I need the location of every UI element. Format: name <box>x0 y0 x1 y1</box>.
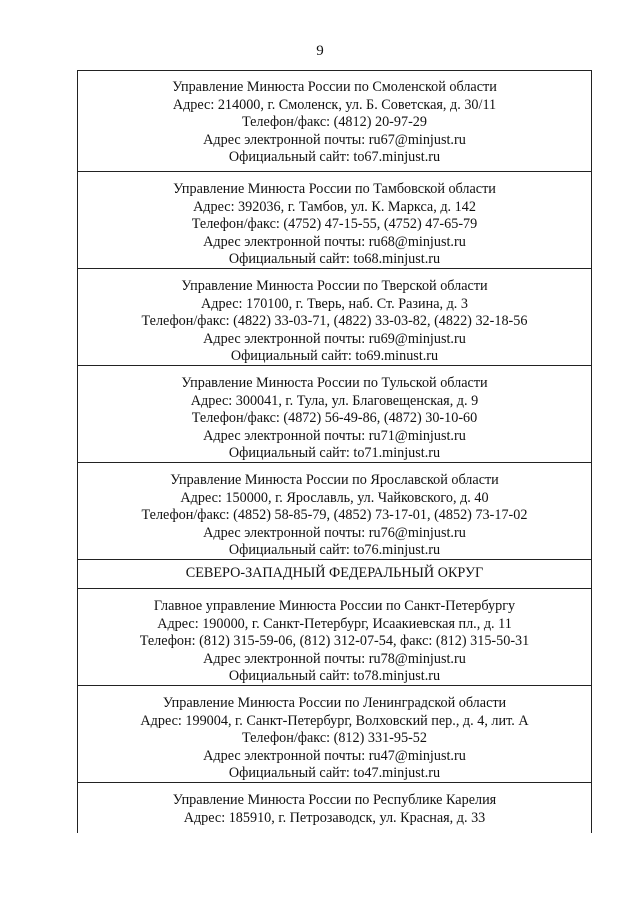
office-address: Адрес: 190000, г. Санкт-Петербург, Исаакиевская пл., д. 11 <box>157 615 512 632</box>
office-website: Официальный сайт: to47.minjust.ru <box>228 765 441 781</box>
office-phone: Телефон/факс: (4752) 47-15-55, (4752) 47-65-79 <box>191 216 478 232</box>
district-heading <box>78 560 591 589</box>
office-website: Официальный сайт: to71.minjust.ru <box>228 445 441 461</box>
office-email: Адрес электронной почты: ru76@minjust.ru <box>203 524 466 541</box>
office-name: Управление Минюста России по Ленинградской области <box>162 695 507 711</box>
office-address: Адрес: 392036, г. Тамбов, ул. К. Маркса, д. 142 <box>193 198 476 215</box>
page-number: 9 <box>316 43 324 59</box>
office-address: Адрес: 170100, г. Тверь, наб. Ст. Разина, д. 3 <box>201 295 468 312</box>
office-block-karelia <box>78 783 591 833</box>
office-block-saint-petersburg <box>78 589 591 686</box>
office-block-smolensk <box>78 71 591 172</box>
office-email: Адрес электронной почты: ru47@minjust.ru <box>203 747 466 764</box>
office-phone: Телефон: (812) 315-59-06, (812) 312-07-54, факс: (812) 315-50-31 <box>139 633 530 649</box>
office-block-leningrad <box>78 686 591 783</box>
office-name: Управление Минюста России по Ярославской области <box>170 472 499 488</box>
office-address: Адрес: 199004, г. Санкт-Петербург, Волховский пер., д. 4, лит. А <box>140 712 529 729</box>
office-address: Адрес: 185910, г. Петрозаводск, ул. Красная, д. 33 <box>183 809 486 826</box>
directory-table <box>77 70 592 833</box>
district-heading-text: СЕВЕРО-ЗАПАДНЫЙ ФЕДЕРАЛЬНЫЙ ОКРУГ <box>185 565 484 581</box>
office-block-tula <box>78 366 591 463</box>
office-email: Адрес электронной почты: ru67@minjust.ru <box>203 131 466 148</box>
office-website: Официальный сайт: to69.minust.ru <box>230 348 439 364</box>
office-address: Адрес: 150000, г. Ярославль, ул. Чайковского, д. 40 <box>180 489 489 506</box>
office-name: Управление Минюста России по Республике Карелия <box>172 792 497 808</box>
office-name: Главное управление Минюста России по Санкт-Петербургу <box>153 598 516 614</box>
office-phone: Телефон/факс: (4872) 56-49-86, (4872) 30-10-60 <box>191 410 478 426</box>
office-email: Адрес электронной почты: ru69@minjust.ru <box>203 330 466 347</box>
office-name: Управление Минюста России по Тамбовской области <box>173 181 496 197</box>
office-block-yaroslavl <box>78 463 591 560</box>
office-phone: Телефон/факс: (4822) 33-03-71, (4822) 33-03-82, (4822) 32-18-56 <box>141 313 528 329</box>
office-email: Адрес электронной почты: ru71@minjust.ru <box>203 427 466 444</box>
office-address: Адрес: 214000, г. Смоленск, ул. Б. Советская, д. 30/11 <box>172 96 497 113</box>
office-phone: Телефон/факс: (4812) 20-97-29 <box>242 114 427 130</box>
office-name: Управление Минюста России по Тверской области <box>181 278 488 294</box>
office-phone: Телефон/факс: (812) 331-95-52 <box>242 730 427 746</box>
office-name: Управление Минюста России по Тульской области <box>181 375 488 391</box>
office-website: Официальный сайт: to68.minjust.ru <box>228 251 441 267</box>
office-website: Официальный сайт: to76.minjust.ru <box>228 542 441 558</box>
office-website: Официальный сайт: to67.minjust.ru <box>228 149 441 165</box>
office-email: Адрес электронной почты: ru68@minjust.ru <box>203 233 466 250</box>
office-name: Управление Минюста России по Смоленской области <box>172 79 497 95</box>
office-website: Официальный сайт: to78.minjust.ru <box>228 668 441 684</box>
office-block-tambov <box>78 172 591 269</box>
office-block-tver <box>78 269 591 366</box>
office-email: Адрес электронной почты: ru78@minjust.ru <box>203 650 466 667</box>
office-phone: Телефон/факс: (4852) 58-85-79, (4852) 73-17-01, (4852) 73-17-02 <box>141 507 528 523</box>
office-address: Адрес: 300041, г. Тула, ул. Благовещенская, д. 9 <box>190 392 479 409</box>
